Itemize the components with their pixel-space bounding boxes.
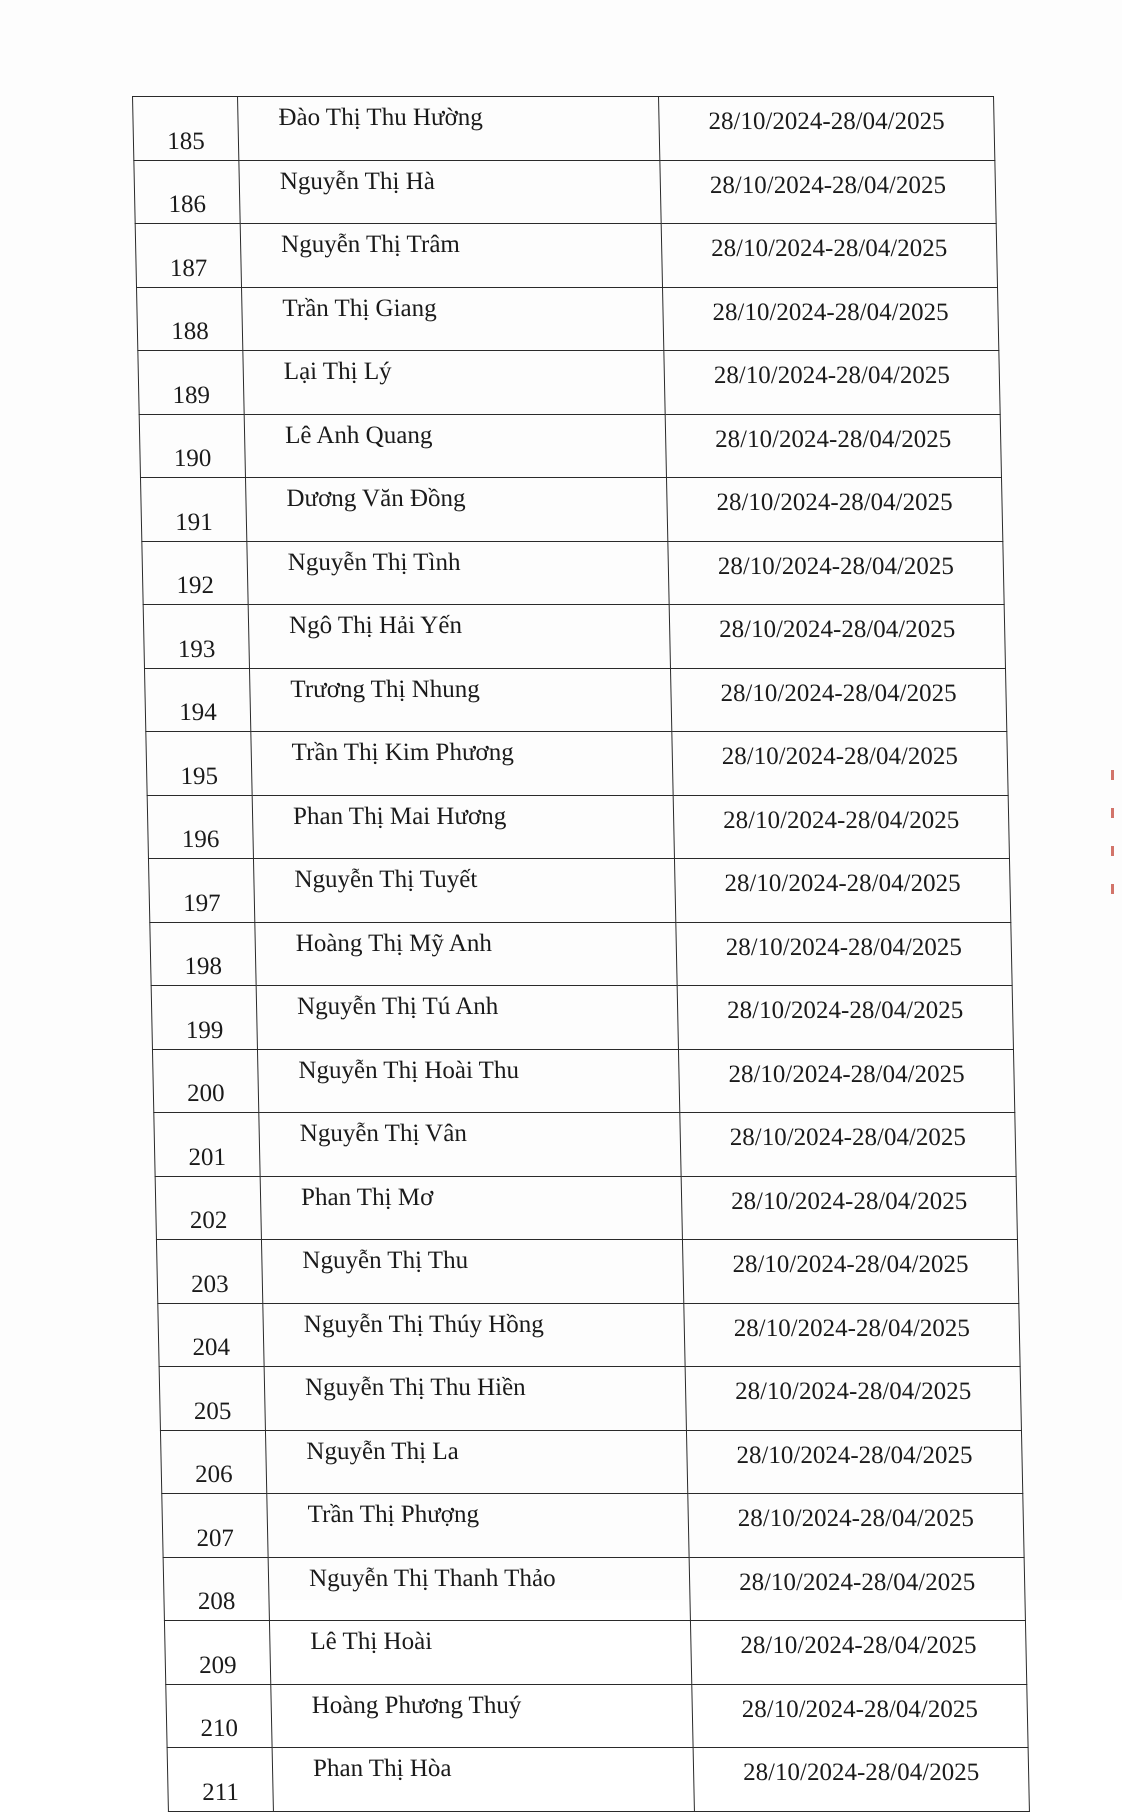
row-number-cell: 210: [166, 1684, 272, 1748]
table-row: [144, 668, 1006, 732]
period-cell: 28/10/2024-28/04/2025: [676, 922, 1012, 986]
roster-table: [132, 96, 1030, 1812]
table-row: [155, 1176, 1017, 1240]
full-name-cell: Nguyễn Thị Tình: [247, 541, 669, 605]
full-name-cell: Nguyễn Thị Trâm: [240, 224, 662, 288]
table-row: [146, 732, 1008, 796]
row-number-cell: 198: [150, 922, 256, 986]
table-row: [139, 414, 1001, 478]
period-cell: 28/10/2024-28/04/2025: [673, 795, 1009, 859]
table-row: [154, 1113, 1016, 1177]
full-name-cell: Trần Thị Phượng: [267, 1494, 689, 1558]
row-number-cell: 201: [154, 1113, 260, 1177]
row-number-cell: 203: [156, 1240, 262, 1304]
period-cell: 28/10/2024-28/04/2025: [661, 224, 997, 288]
period-cell: 28/10/2024-28/04/2025: [684, 1303, 1020, 1367]
period-cell: 28/10/2024-28/04/2025: [668, 541, 1004, 605]
table-row: [166, 1684, 1028, 1748]
table-row: [156, 1240, 1018, 1304]
row-number-cell: 194: [144, 668, 250, 732]
table-row: [150, 922, 1012, 986]
row-number-cell: 187: [135, 224, 241, 288]
row-number-cell: 193: [143, 605, 249, 669]
period-cell: 28/10/2024-28/04/2025: [666, 478, 1002, 542]
full-name-cell: Nguyễn Thị Hà: [239, 160, 661, 224]
period-cell: 28/10/2024-28/04/2025: [693, 1748, 1029, 1812]
table-row: [158, 1303, 1020, 1367]
full-name-cell: Nguyễn Thị Thu: [261, 1240, 683, 1304]
row-number-cell: 186: [134, 160, 240, 224]
period-cell: 28/10/2024-28/04/2025: [680, 1113, 1016, 1177]
period-cell: 28/10/2024-28/04/2025: [659, 97, 995, 161]
table-row: [134, 160, 996, 224]
table-row: [152, 1049, 1014, 1113]
period-cell: 28/10/2024-28/04/2025: [660, 160, 996, 224]
row-number-cell: 202: [155, 1176, 261, 1240]
period-cell: 28/10/2024-28/04/2025: [670, 668, 1006, 732]
table-row: [151, 986, 1013, 1050]
period-cell: 28/10/2024-28/04/2025: [688, 1494, 1024, 1558]
table-row: [159, 1367, 1021, 1431]
row-number-cell: 211: [167, 1748, 273, 1812]
period-cell: 28/10/2024-28/04/2025: [682, 1240, 1018, 1304]
full-name-cell: Trần Thị Giang: [242, 287, 664, 351]
table-row: [133, 97, 995, 161]
row-number-cell: 197: [148, 859, 254, 923]
period-cell: 28/10/2024-28/04/2025: [669, 605, 1005, 669]
table-row: [147, 795, 1009, 859]
table-row: [164, 1621, 1026, 1685]
table-row: [167, 1748, 1029, 1812]
full-name-cell: Hoàng Phương Thuý: [271, 1684, 693, 1748]
full-name-cell: Trương Thị Nhung: [249, 668, 671, 732]
row-number-cell: 189: [138, 351, 244, 415]
full-name-cell: Nguyễn Thị Vân: [259, 1113, 681, 1177]
table-container: [132, 96, 986, 1812]
table-row: [138, 351, 1000, 415]
row-number-cell: 185: [133, 97, 239, 161]
period-cell: 28/10/2024-28/04/2025: [674, 859, 1010, 923]
period-cell: 28/10/2024-28/04/2025: [685, 1367, 1021, 1431]
full-name-cell: Nguyễn Thị La: [265, 1430, 687, 1494]
full-name-cell: Nguyễn Thị Tuyết: [253, 859, 675, 923]
row-number-cell: 207: [162, 1494, 268, 1558]
scan-edge-mark: [1111, 770, 1114, 920]
table-row: [160, 1430, 1022, 1494]
period-cell: 28/10/2024-28/04/2025: [672, 732, 1008, 796]
period-cell: 28/10/2024-28/04/2025: [689, 1557, 1025, 1621]
period-cell: 28/10/2024-28/04/2025: [663, 287, 999, 351]
table-row: [162, 1494, 1024, 1558]
period-cell: 28/10/2024-28/04/2025: [692, 1684, 1028, 1748]
row-number-cell: 191: [140, 478, 246, 542]
full-name-cell: Phan Thị Mơ: [260, 1176, 682, 1240]
period-cell: 28/10/2024-28/04/2025: [665, 414, 1001, 478]
full-name-cell: Lê Anh Quang: [244, 414, 666, 478]
full-name-cell: Phan Thị Mai Hương: [252, 795, 674, 859]
row-number-cell: 208: [163, 1557, 269, 1621]
table-row: [135, 224, 997, 288]
full-name-cell: Nguyễn Thị Thanh Thảo: [268, 1557, 690, 1621]
full-name-cell: Đào Thị Thu Hường: [238, 97, 660, 161]
period-cell: 28/10/2024-28/04/2025: [690, 1621, 1026, 1685]
row-number-cell: 190: [139, 414, 245, 478]
table-row: [137, 287, 999, 351]
full-name-cell: Lại Thị Lý: [243, 351, 665, 415]
full-name-cell: Trần Thị Kim Phương: [251, 732, 673, 796]
row-number-cell: 204: [158, 1303, 264, 1367]
row-number-cell: 188: [137, 287, 243, 351]
full-name-cell: Ngô Thị Hải Yến: [248, 605, 670, 669]
row-number-cell: 192: [142, 541, 248, 605]
roster-table-body: [133, 97, 1030, 1812]
row-number-cell: 209: [164, 1621, 270, 1685]
row-number-cell: 205: [159, 1367, 265, 1431]
table-row: [140, 478, 1002, 542]
row-number-cell: 196: [147, 795, 253, 859]
full-name-cell: Nguyễn Thị Thu Hiền: [264, 1367, 686, 1431]
row-number-cell: 199: [151, 986, 257, 1050]
table-row: [142, 541, 1004, 605]
full-name-cell: Nguyễn Thị Hoài Thu: [257, 1049, 679, 1113]
row-number-cell: 200: [152, 1049, 258, 1113]
table-row: [143, 605, 1005, 669]
full-name-cell: Hoàng Thị Mỹ Anh: [255, 922, 677, 986]
full-name-cell: Nguyễn Thị Tú Anh: [256, 986, 678, 1050]
period-cell: 28/10/2024-28/04/2025: [681, 1176, 1017, 1240]
full-name-cell: Lê Thị Hoài: [269, 1621, 691, 1685]
row-number-cell: 195: [146, 732, 252, 796]
full-name-cell: Dương Văn Đồng: [245, 478, 667, 542]
table-row: [148, 859, 1010, 923]
table-row: [163, 1557, 1025, 1621]
period-cell: 28/10/2024-28/04/2025: [664, 351, 1000, 415]
period-cell: 28/10/2024-28/04/2025: [678, 1049, 1014, 1113]
period-cell: 28/10/2024-28/04/2025: [677, 986, 1013, 1050]
period-cell: 28/10/2024-28/04/2025: [686, 1430, 1022, 1494]
full-name-cell: Phan Thị Hòa: [272, 1748, 694, 1812]
row-number-cell: 206: [160, 1430, 266, 1494]
full-name-cell: Nguyễn Thị Thúy Hồng: [263, 1303, 685, 1367]
